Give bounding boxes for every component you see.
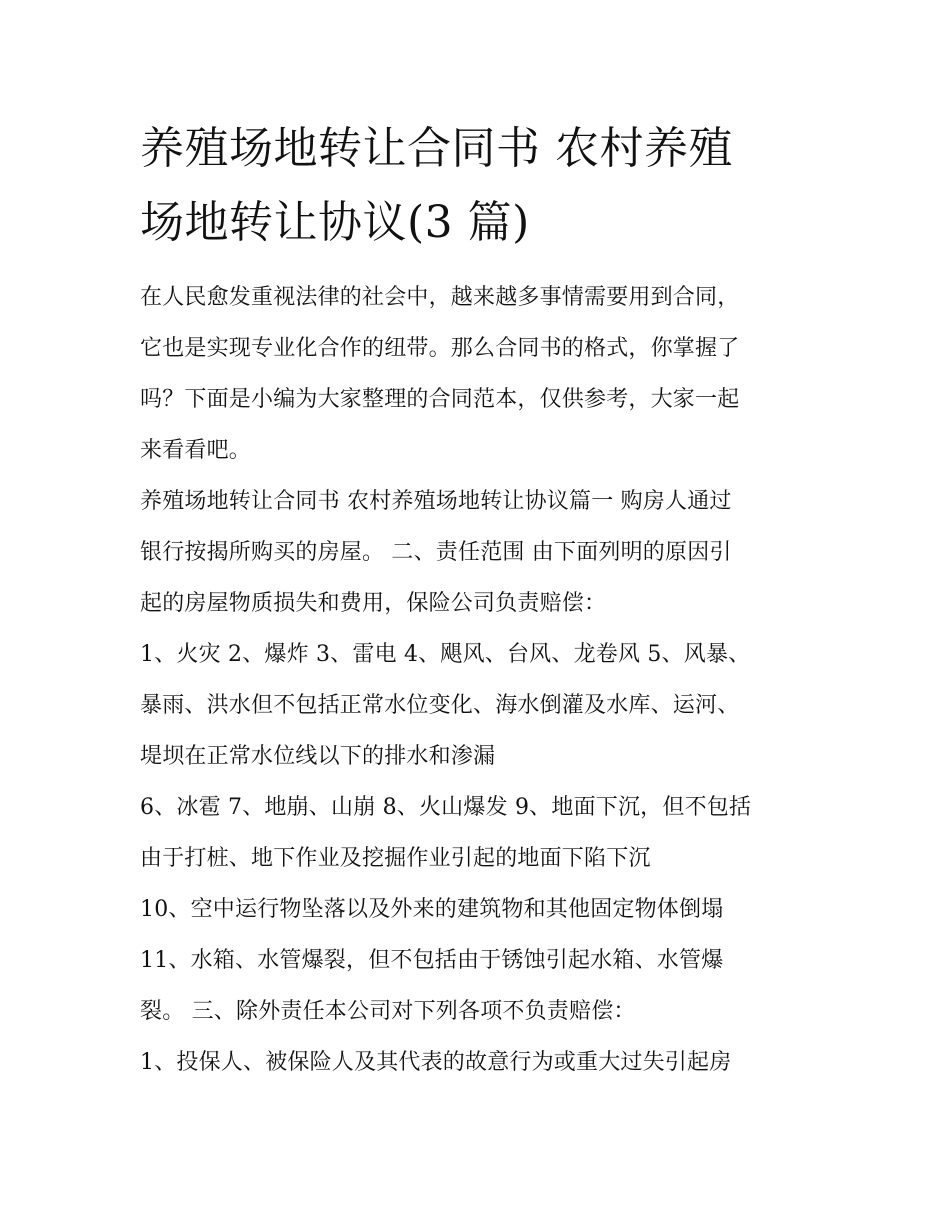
section-one-paragraph [140,476,820,629]
text-line: 11、水箱、水管爆裂，但不包括由于锈蚀引起水箱、水管爆 [140,948,724,973]
text-line: 来看看吧。 [140,438,252,463]
coverage-list-6-9 [140,782,820,884]
text-line: 由于打桩、地下作业及挖掘作业引起的地面下陷下沉 [140,846,651,871]
intro-paragraph [140,272,820,476]
text-line: 堤坝在正常水位线以下的排水和渗漏 [140,744,496,769]
coverage-item-11 [140,935,820,1037]
text-line: 在人民愈发重视法律的社会中，越来越多事情需要用到合同， [140,285,740,310]
title-line-2: 场地转让协议(3 篇) [140,197,530,248]
coverage-item-10 [140,884,820,935]
text-line: 养殖场地转让合同书 农村养殖场地转让协议篇一 购房人通过 [140,489,732,514]
text-line: 1、火灾 2、爆炸 3、雷电 4、飓风、台风、龙卷风 5、风暴、 [140,642,751,667]
text-line: 暴雨、洪水但不包括正常水位变化、海水倒灌及水库、运河、 [140,693,740,718]
text-line: 起的房屋物质损失和费用，保险公司负责赔偿： [140,591,607,616]
text-line: 10、空中运行物坠落以及外来的建筑物和其他固定物体倒塌 [140,897,724,922]
coverage-list-1-5 [140,629,820,782]
title-line-1: 养殖场地转让合同书 农村养殖 [140,123,733,174]
text-line: 吗？下面是小编为大家整理的合同范本，仅供参考，大家一起 [140,387,740,412]
exclusion-item-1 [140,1037,820,1088]
text-line: 银行按揭所购买的房屋。 二、责任范围 由下面列明的原因引 [140,540,732,565]
text-line: 裂。 三、除外责任本公司对下列各项不负责赔偿： [140,999,636,1024]
document-content [140,112,820,1088]
text-line: 它也是实现专业化合作的纽带。那么合同书的格式，你掌握了 [140,336,740,361]
document-title [140,112,820,260]
text-line: 1、投保人、被保险人及其代表的故意行为或重大过失引起房 [140,1050,732,1075]
text-line: 6、冰雹 7、地崩、山崩 8、火山爆发 9、地面下沉，但不包括 [140,795,752,820]
